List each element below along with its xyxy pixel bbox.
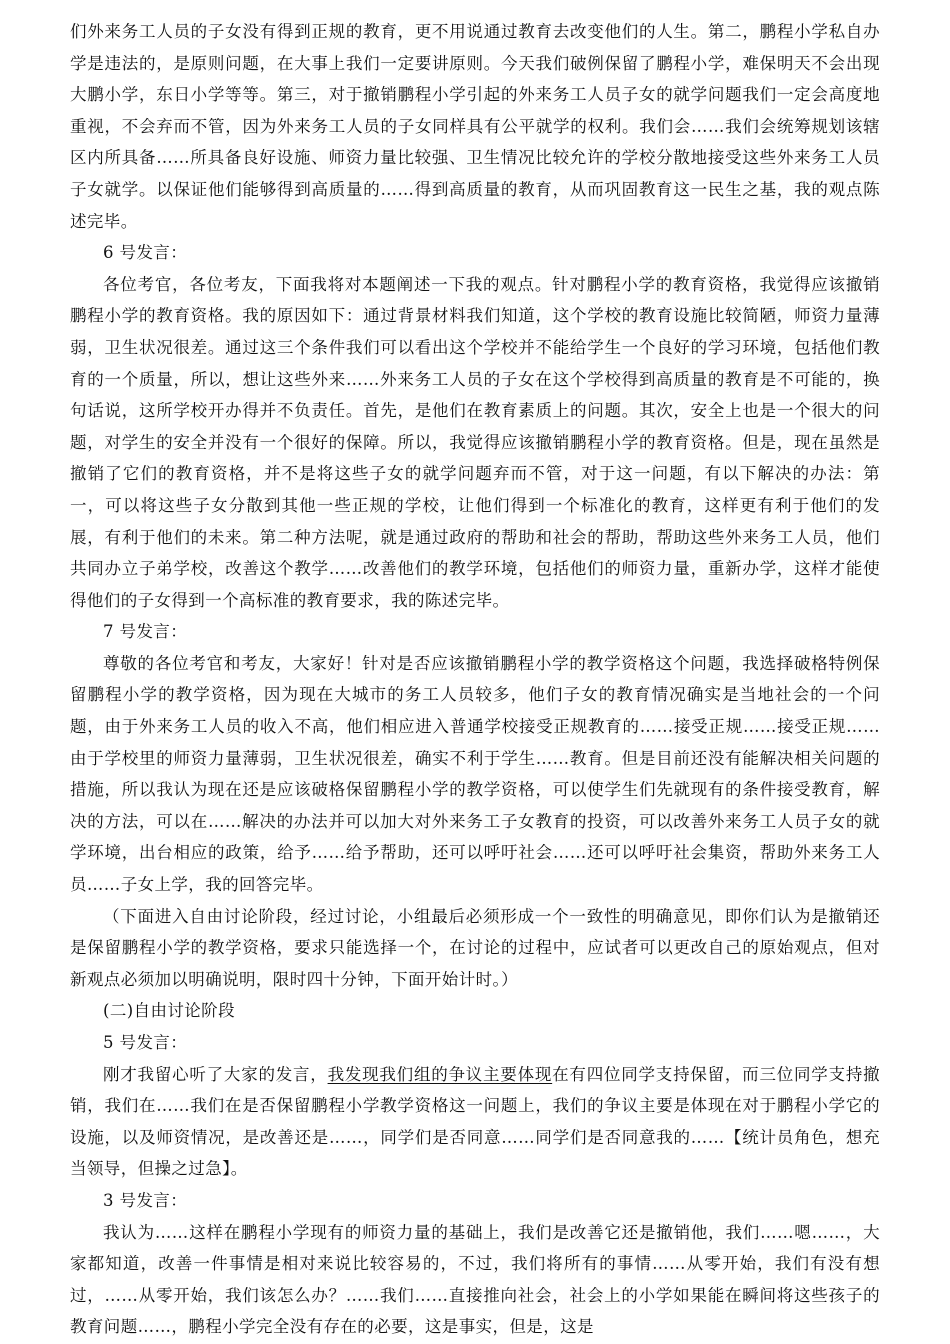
speaker-3-paragraph: 我认为……这样在鹏程小学现有的师资力量的基础上，我们是改善它还是撤销他，我们……嗯……，大家都知道，改善一件事情是相对来说比较容易的，不过，我们将所有的事情……从零开始，我们有没有想过，……从零开始，我们该怎么办？……我们……直接推向社会，社会上的小学如果能在瞬间将这些孩子的教育问题……，鹏程小学完全没有存在的必要，这是事实，但是，这是	[70, 1222, 880, 1337]
speaker-5-underlined-text: 我发现我们组的争议主要体现	[327, 1064, 553, 1084]
speaker-6-paragraph: 各位考官，各位考友，下面我将对本题阐述一下我的观点。针对鹏程小学的教育资格，我觉得应该撤销鹏程小学的教育资格。我的原因如下：通过背景材料我们知道，这个学校的教育设施比较简陋，师资力量薄弱，卫生状况很差。通过这三个条件我们可以看出这个学校并不能给学生一个良好的学习环境，包括他们教育的一个质量，所以，想让这些外来……外来务工人员的子女在这个学校得到高质量的教育是不可能的，换句话说，这所学校开办得并不负责任。首先，是他们在教育素质上的问题。其次，安全上也是一个很大的问题，对学生的安全并没有一个很好的保障。所以，我觉得应该撤销鹏程小学的教育资格。但是，现在虽然是撤销了它们的教育资格，并不是将这些子女的就学问题弃而不管，对于这一问题，有以下解决的办法：第一，可以将这些子女分散到其他一些正规的学校，让他们得到一个标准化的教育，这样更有利于他们的发展，有利于他们的未来。第二种方法呢，就是通过政府的帮助和社会的帮助，帮助这些外来务工人员，他们共同办立子弟学校，改善这个教学……改善他们的教学环境，包括他们的师资力量，重新办学，这样才能使得他们的子女得到一个高标准的教育要求，我的陈述完毕。	[70, 274, 880, 610]
moderator-note: （下面进入自由讨论阶段，经过讨论，小组最后必须形成一个一致性的明确意见，即你们认为是撤销还是保留鹏程小学的教学资格，要求只能选择一个，在讨论的过程中，应试者可以更改自己的原始观点，但对新观点必须加以明确说明，限时四十分钟，下面开始计时。）	[70, 906, 880, 989]
speaker-5-heading: 5 号发言：	[103, 1033, 188, 1052]
speaker-6-heading: 6 号发言：	[103, 243, 188, 263]
speaker-7-paragraph: 尊敬的各位考官和考友，大家好！针对是否应该撤销鹏程小学的教学资格这个问题，我选择破格特例保留鹏程小学的教学资格，因为现在大城市的务工人员较多，他们子女的教育情况确实是当地社会的一个问题，由于外来务工人员的收入不高，他们相应进入普通学校接受正规教育的……接受正规……接受正规……由于学校里的师资力量薄弱，卫生状况很差，确实不利于学生……教育。但是目前还没有能解决相关问题的措施，所以我认为现在还是应该破格保留鹏程小学的教学资格，可以使学生们先就现有的条件接受教育，解决的方法，可以在……解决的办法并可以加大对外来务工子女教育的投资，可以改善外来务工人员子女的就学环境，出台相应的政策，给予……给予帮助，还可以呼吁社会……还可以呼吁社会集资，帮助外来务工人员……子女上学，我的回答完毕。	[70, 653, 880, 895]
paragraph-continued: 们外来务工人员的子女没有得到正规的教育，更不用说通过教育去改变他们的人生。第二，鹏程小学私自办学是违法的，是原则问题，在大事上我们一定要讲原则。今天我们破例保留了鹏程小学，难保明天不会出现大鹏小学，东日小学等等。第三，对于撤销鹏程小学引起的外来务工人员子女的就学问题我们一定会高度地重视，不会弃而不管，因为外来务工人员的子女同样具有公平就学的权利。我们会……我们会统筹规划该辖区内所具备……所具备良好设施、师资力量比较强、卫生情况比较允许的学校分散地接受这些外来务工人员子女就学。以保证他们能够得到高质量的……得到高质量的教育，从而巩固教育这一民生之基，我的观点陈述完毕。	[70, 22, 880, 231]
speaker-7-heading: 7 号发言：	[103, 622, 188, 642]
speaker-5-paragraph	[70, 1059, 880, 1185]
section-heading-free-discussion: (二)自由讨论阶段	[103, 1001, 235, 1021]
speaker-5-text-a: 刚才我留心听了大家的发言，	[103, 1064, 328, 1084]
speaker-5-text-b: 在有四位同学支持保留，而三位同学支持撤销，我们在……我们在是否保留鹏程小学教学资格这一问题上，我们的争议主要是体现在对于鹏程小学它的设施，以及师资情况，是改善还是……，同学们是否同意……同学们是否同意我的……【统计员角色，想充当领导，但操之过急】。	[70, 1064, 881, 1179]
speaker-3-heading: 3 号发言：	[103, 1190, 188, 1210]
